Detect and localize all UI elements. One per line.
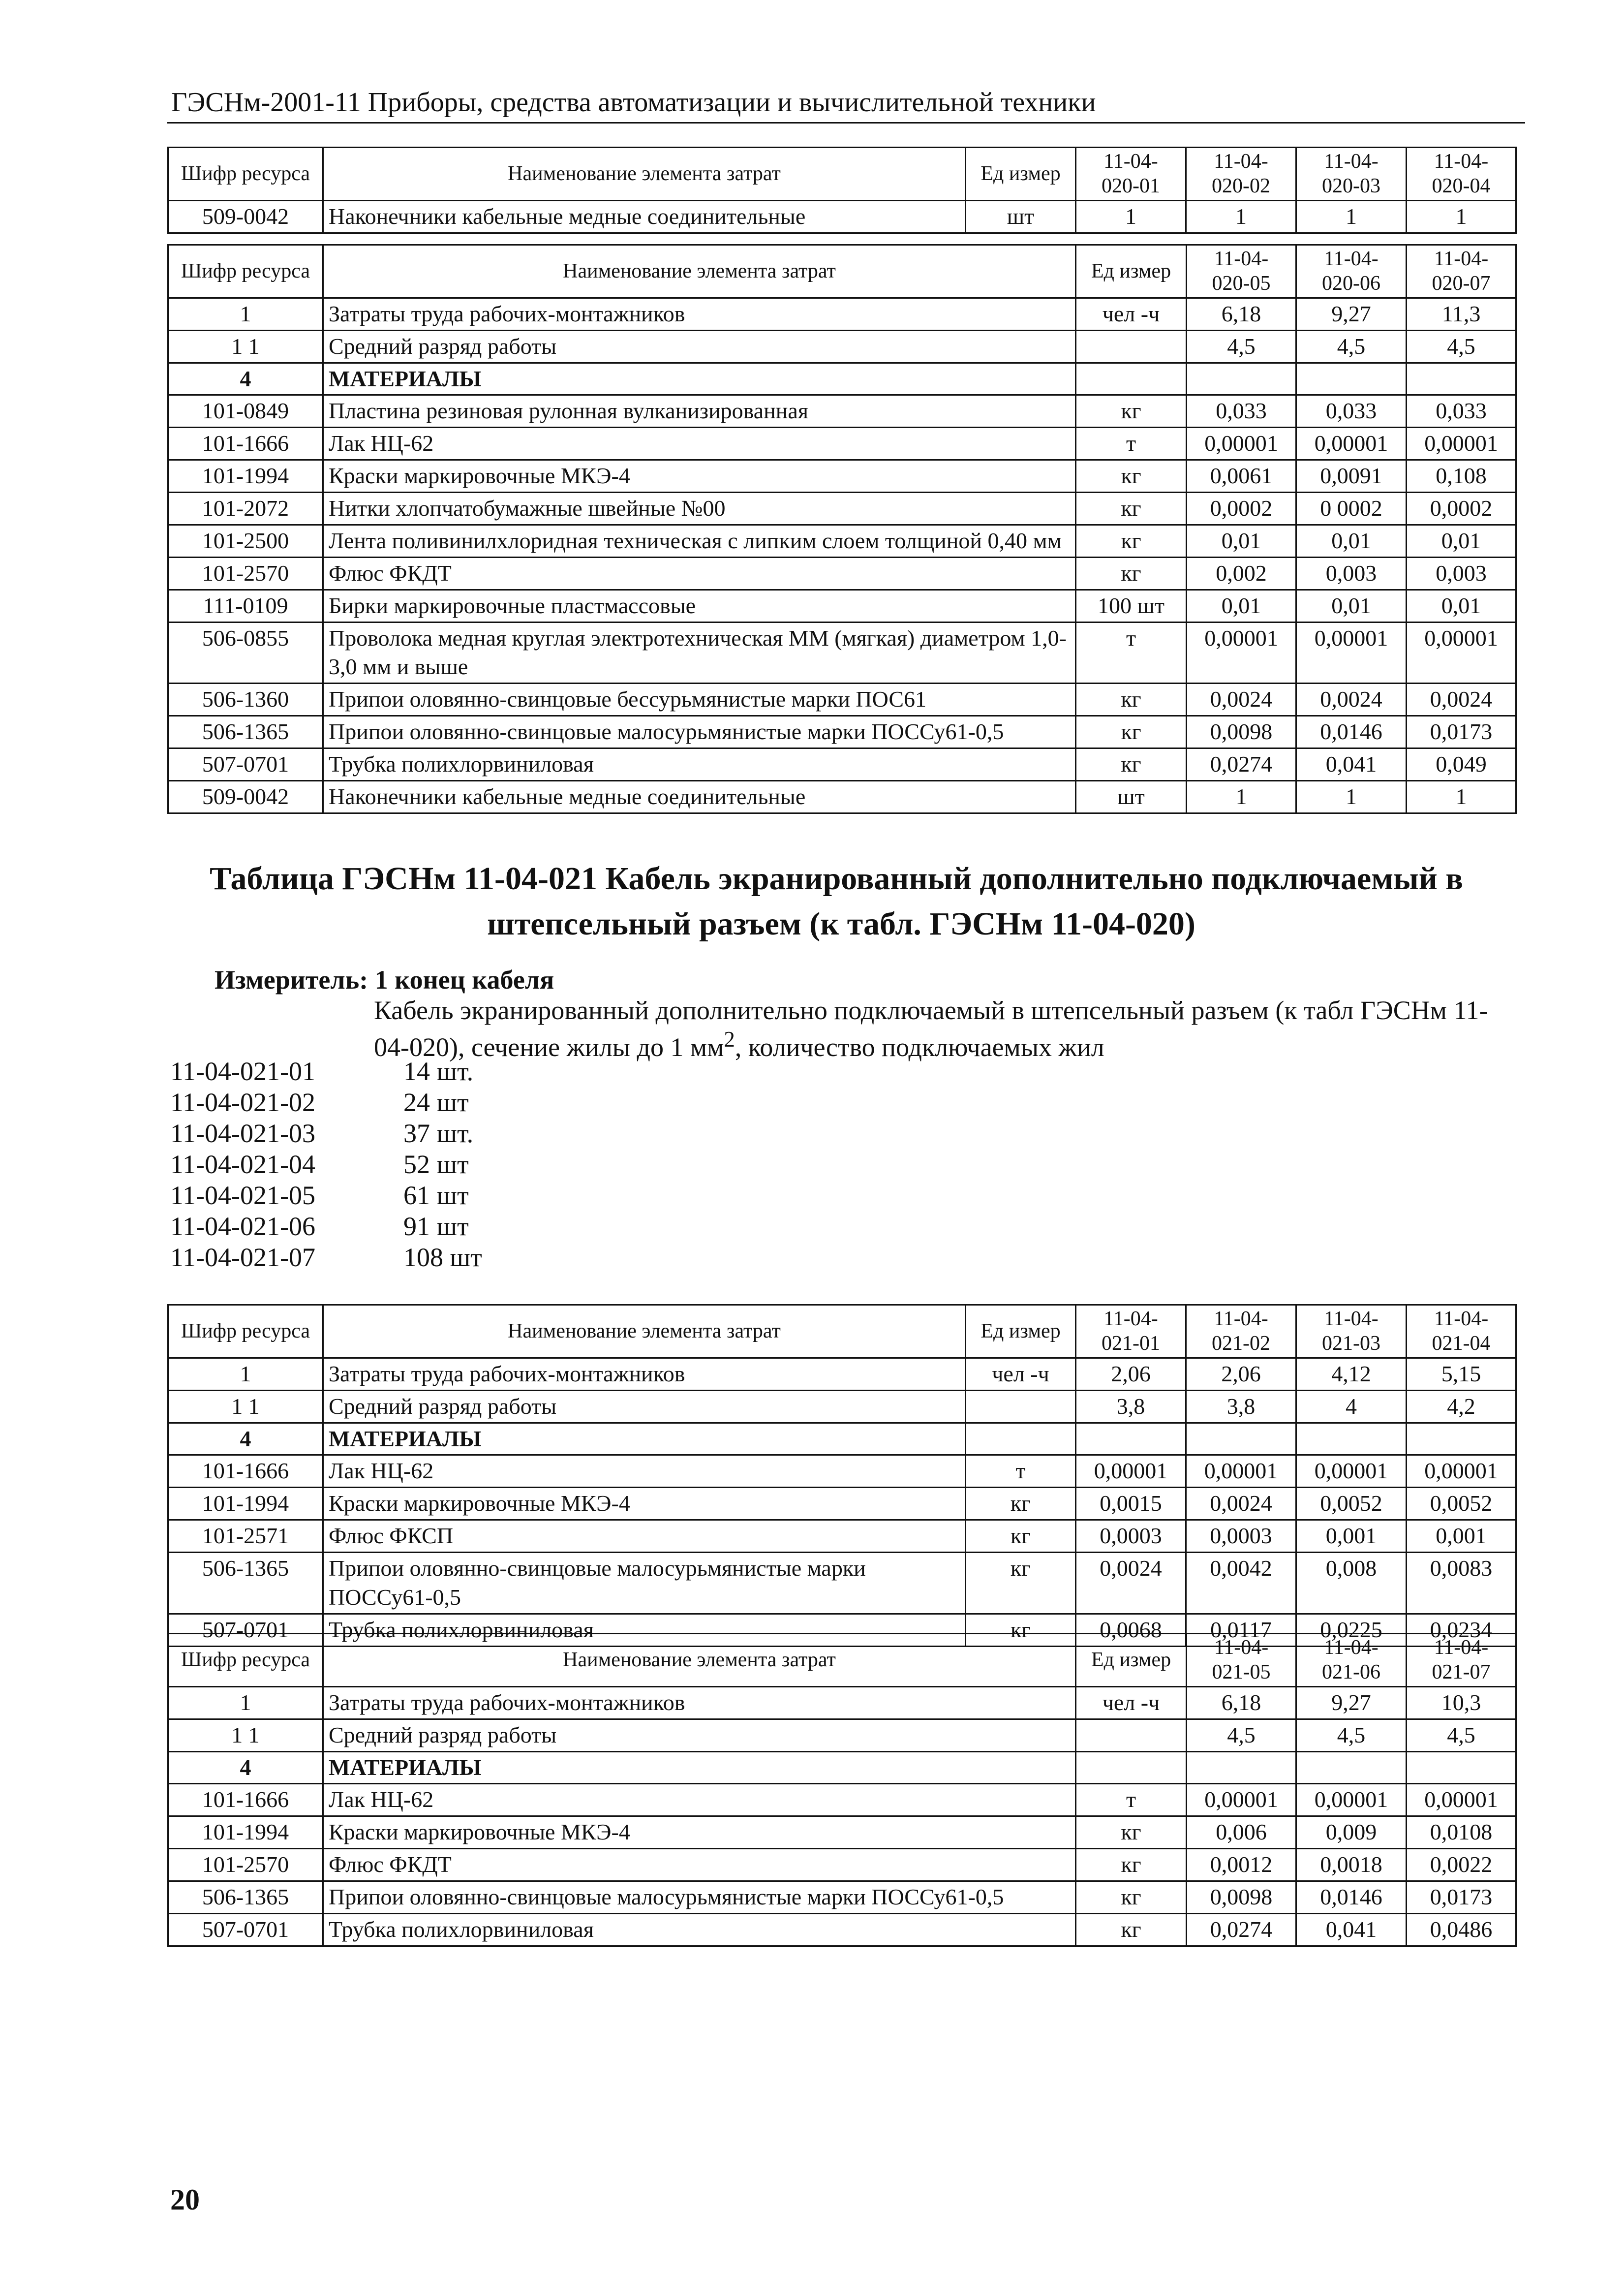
resource-name-cell: Нитки хлопчатобумажные швейные №00 bbox=[323, 493, 1076, 525]
value-cell bbox=[1407, 363, 1516, 395]
column-header-norm-code: 11-04- 020-06 bbox=[1296, 245, 1407, 298]
value-cell: 1 bbox=[1407, 200, 1516, 233]
table-row bbox=[168, 748, 1516, 781]
column-header-norm-code: 11-04- 020-05 bbox=[1187, 245, 1296, 298]
unit-cell: кг bbox=[1076, 716, 1187, 748]
value-cell: 3,8 bbox=[1186, 1390, 1296, 1423]
value-cell: 0,0083 bbox=[1407, 1553, 1516, 1614]
value-cell: 1 bbox=[1186, 200, 1296, 233]
value-cell: 0,0117 bbox=[1186, 1614, 1296, 1646]
value-cell: 4,5 bbox=[1407, 1719, 1516, 1751]
resource-name-cell: Припои оловянно-свинцовые малосурьмянистые марки ПОССу61-0,5 bbox=[323, 716, 1076, 748]
table-row bbox=[168, 460, 1516, 493]
value-cell: 0,0022 bbox=[1407, 1849, 1516, 1881]
value-cell: 4,12 bbox=[1296, 1358, 1407, 1390]
value-cell: 0 0002 bbox=[1296, 493, 1407, 525]
resource-code-cell: 1 1 bbox=[168, 1390, 323, 1423]
resource-code-cell: 101-1994 bbox=[168, 460, 323, 493]
value-cell: 9,27 bbox=[1296, 1686, 1407, 1719]
code-list-item bbox=[170, 1211, 482, 1242]
measure-description bbox=[374, 995, 1520, 1063]
table-row bbox=[168, 395, 1516, 428]
unit-cell: т bbox=[966, 1455, 1076, 1488]
unit-cell: т bbox=[1076, 428, 1187, 460]
value-cell: 0,0091 bbox=[1296, 460, 1407, 493]
table-row bbox=[168, 1784, 1516, 1816]
table-header-row bbox=[168, 1305, 1516, 1358]
value-cell: 0,0234 bbox=[1407, 1614, 1516, 1646]
value-cell: 0,0015 bbox=[1076, 1488, 1186, 1520]
value-cell: 0,003 bbox=[1407, 557, 1516, 590]
column-header-code: Шифр ресурса bbox=[168, 148, 323, 201]
value-cell: 1 bbox=[1296, 200, 1407, 233]
unit-cell: т bbox=[1076, 622, 1187, 684]
value-cell: 5,15 bbox=[1407, 1358, 1516, 1390]
unit-cell: чел -ч bbox=[1076, 1686, 1187, 1719]
column-header-norm-code: 11-04- 020-04 bbox=[1407, 148, 1516, 201]
value-cell: 0,0146 bbox=[1296, 1881, 1407, 1914]
table-row bbox=[168, 1881, 1516, 1914]
column-header-name: Наименование элемента затрат bbox=[323, 1634, 1076, 1687]
value-cell: 0,01 bbox=[1187, 590, 1296, 622]
resource-code-cell: 507-0701 bbox=[168, 1913, 323, 1946]
resource-name-cell: Краски маркировочные МКЭ-4 bbox=[323, 1488, 966, 1520]
section-title-line1: Таблица ГЭСНм 11-04-021 Кабель экранированный дополнительно подключаемый в bbox=[210, 861, 1463, 897]
resource-code-cell: 101-2570 bbox=[168, 557, 323, 590]
value-cell: 2,06 bbox=[1186, 1358, 1296, 1390]
table-row bbox=[168, 1913, 1516, 1946]
resource-name-cell: Затраты труда рабочих-монтажников bbox=[323, 1358, 966, 1390]
page-header-title: ГЭСНм-2001-11 Приборы, средства автоматизации и вычислительной техники bbox=[171, 87, 1096, 118]
value-cell: 0,01 bbox=[1407, 590, 1516, 622]
table-row bbox=[168, 330, 1516, 363]
resource-name-cell: Краски маркировочные МКЭ-4 bbox=[323, 1816, 1076, 1849]
code-list-item bbox=[170, 1118, 482, 1149]
section-title bbox=[167, 856, 1515, 947]
resource-name-cell: Наконечники кабельные медные соединительные bbox=[323, 780, 1076, 813]
value-cell: 0,108 bbox=[1407, 460, 1516, 493]
value-cell: 3,8 bbox=[1076, 1390, 1186, 1423]
value-cell: 0,041 bbox=[1296, 1913, 1407, 1946]
unit-cell: чел -ч bbox=[1076, 298, 1187, 330]
value-cell: 0,006 bbox=[1187, 1816, 1296, 1849]
table-row bbox=[168, 1488, 1516, 1520]
resource-table-020-05-07 bbox=[167, 244, 1517, 814]
value-cell bbox=[1296, 363, 1407, 395]
cable-core-count: 24 шт bbox=[403, 1088, 469, 1117]
value-cell: 0,0108 bbox=[1407, 1816, 1516, 1849]
column-header-unit: Ед измер bbox=[1076, 245, 1187, 298]
cable-core-count: 91 шт bbox=[403, 1212, 469, 1241]
resource-code-cell: 101-1666 bbox=[168, 1455, 323, 1488]
value-cell: 0,033 bbox=[1187, 395, 1296, 428]
resource-code-cell: 101-1666 bbox=[168, 1784, 323, 1816]
table-row bbox=[168, 1520, 1516, 1553]
value-cell: 4,2 bbox=[1407, 1390, 1516, 1423]
value-cell: 0,00001 bbox=[1296, 1455, 1407, 1488]
resource-name-cell: Средний разряд работы bbox=[323, 1390, 966, 1423]
resource-code-cell: 101-2500 bbox=[168, 525, 323, 557]
unit-cell: кг bbox=[1076, 748, 1187, 781]
value-cell: 0,00001 bbox=[1076, 1455, 1186, 1488]
resource-name-cell: Краски маркировочные МКЭ-4 bbox=[323, 460, 1076, 493]
resource-code-cell: 101-0849 bbox=[168, 395, 323, 428]
resource-code-cell: 111-0109 bbox=[168, 590, 323, 622]
resource-name-cell: МАТЕРИАЛЫ bbox=[323, 1751, 1076, 1784]
column-header-code: Шифр ресурса bbox=[168, 245, 323, 298]
resource-code-cell: 1 bbox=[168, 298, 323, 330]
value-cell: 4,5 bbox=[1296, 1719, 1407, 1751]
value-cell: 0,0052 bbox=[1407, 1488, 1516, 1520]
resource-name-cell: Проволока медная круглая электротехническая ММ (мягкая) диаметром 1,0-3,0 мм и выше bbox=[323, 622, 1076, 684]
resource-name-cell: МАТЕРИАЛЫ bbox=[323, 363, 1076, 395]
value-cell: 0,003 bbox=[1296, 557, 1407, 590]
table-row bbox=[168, 716, 1516, 748]
resource-code-cell: 509-0042 bbox=[168, 780, 323, 813]
value-cell: 0,0061 bbox=[1187, 460, 1296, 493]
value-cell: 1 bbox=[1076, 200, 1186, 233]
unit-cell: шт bbox=[966, 200, 1076, 233]
resource-name-cell: Лак НЦ-62 bbox=[323, 428, 1076, 460]
table-row bbox=[168, 428, 1516, 460]
cable-core-count: 108 шт bbox=[403, 1243, 482, 1272]
column-header-name: Наименование элемента затрат bbox=[323, 148, 966, 201]
column-header-norm-code: 11-04- 021-05 bbox=[1187, 1634, 1296, 1687]
resource-name-cell: Средний разряд работы bbox=[323, 330, 1076, 363]
value-cell: 1 bbox=[1187, 780, 1296, 813]
unit-cell bbox=[1076, 363, 1187, 395]
value-cell: 0,00001 bbox=[1407, 622, 1516, 684]
norm-code: 11-04-021-02 bbox=[170, 1088, 315, 1117]
section-title-line2: штепсельный разъем (к табл. ГЭСНм 11-04-020) bbox=[487, 906, 1195, 942]
value-cell: 10,3 bbox=[1407, 1686, 1516, 1719]
unit-cell: кг bbox=[1076, 557, 1187, 590]
value-cell: 4,5 bbox=[1187, 330, 1296, 363]
resource-name-cell: Припои оловянно-свинцовые малосурьмянистые марки ПОССу61-0,5 bbox=[323, 1553, 966, 1614]
cable-core-count: 14 шт. bbox=[403, 1057, 474, 1086]
table-row bbox=[168, 1423, 1516, 1455]
resource-name-cell: Лента поливинилхлоридная техническая с липким слоем толщиной 0,40 мм bbox=[323, 525, 1076, 557]
value-cell: 0,0024 bbox=[1186, 1488, 1296, 1520]
table-row bbox=[168, 590, 1516, 622]
unit-cell: 100 шт bbox=[1076, 590, 1187, 622]
value-cell: 0,01 bbox=[1296, 590, 1407, 622]
value-cell: 4 bbox=[1296, 1390, 1407, 1423]
resource-code-cell: 4 bbox=[168, 1423, 323, 1455]
resource-code-cell: 101-1994 bbox=[168, 1488, 323, 1520]
resource-table-020-01-04 bbox=[167, 147, 1517, 234]
unit-cell bbox=[966, 1423, 1076, 1455]
resource-code-cell: 1 1 bbox=[168, 330, 323, 363]
resource-table-021-01-04 bbox=[167, 1304, 1517, 1647]
value-cell: 0,001 bbox=[1296, 1520, 1407, 1553]
unit-cell bbox=[1076, 330, 1187, 363]
unit-cell: шт bbox=[1076, 780, 1187, 813]
resource-name-cell: Пластина резиновая рулонная вулканизированная bbox=[323, 395, 1076, 428]
resource-name-cell: Затраты труда рабочих-монтажников bbox=[323, 1686, 1076, 1719]
value-cell: 0,0486 bbox=[1407, 1913, 1516, 1946]
unit-cell: кг bbox=[1076, 395, 1187, 428]
resource-name-cell: Лак НЦ-62 bbox=[323, 1784, 1076, 1816]
value-cell: 0,0225 bbox=[1296, 1614, 1407, 1646]
resource-code-cell: 509-0042 bbox=[168, 200, 323, 233]
unit-cell bbox=[966, 1390, 1076, 1423]
resource-name-cell: Затраты труда рабочих-монтажников bbox=[323, 298, 1076, 330]
code-list-item bbox=[170, 1056, 482, 1087]
norm-code: 11-04-021-01 bbox=[170, 1057, 315, 1086]
table-row bbox=[168, 1358, 1516, 1390]
column-header-name: Наименование элемента затрат bbox=[323, 245, 1076, 298]
resource-table-021-05-07 bbox=[167, 1633, 1517, 1947]
table-row bbox=[168, 525, 1516, 557]
norm-code: 11-04-021-04 bbox=[170, 1150, 315, 1179]
value-cell: 0,001 bbox=[1407, 1520, 1516, 1553]
value-cell: 0,041 bbox=[1296, 748, 1407, 781]
cable-core-count: 52 шт bbox=[403, 1150, 469, 1179]
measure-desc-superscript: 2 bbox=[724, 1027, 735, 1052]
table-row bbox=[168, 1553, 1516, 1614]
value-cell: 1 bbox=[1296, 780, 1407, 813]
unit-cell bbox=[1076, 1751, 1187, 1784]
code-list-item bbox=[170, 1149, 482, 1180]
value-cell bbox=[1407, 1423, 1516, 1455]
resource-name-cell: МАТЕРИАЛЫ bbox=[323, 1423, 966, 1455]
table-row bbox=[168, 1751, 1516, 1784]
resource-name-cell: Флюс ФКДТ bbox=[323, 557, 1076, 590]
resource-name-cell: Наконечники кабельные медные соединительные bbox=[323, 200, 966, 233]
resource-code-cell: 506-1365 bbox=[168, 716, 323, 748]
value-cell: 0,01 bbox=[1407, 525, 1516, 557]
resource-code-cell: 101-2072 bbox=[168, 493, 323, 525]
resource-name-cell: Бирки маркировочные пластмассовые bbox=[323, 590, 1076, 622]
resource-code-cell: 507-0701 bbox=[168, 1614, 323, 1646]
unit-cell: кг bbox=[1076, 525, 1187, 557]
column-header-unit: Ед измер bbox=[966, 1305, 1076, 1358]
resource-code-cell: 506-0855 bbox=[168, 622, 323, 684]
table-row bbox=[168, 622, 1516, 684]
value-cell bbox=[1296, 1751, 1407, 1784]
column-header-norm-code: 11-04- 021-07 bbox=[1407, 1634, 1516, 1687]
norm-code: 11-04-021-06 bbox=[170, 1212, 315, 1241]
resource-name-cell: Флюс ФКДТ bbox=[323, 1849, 1076, 1881]
table-row bbox=[168, 1816, 1516, 1849]
table-row bbox=[168, 557, 1516, 590]
value-cell: 0,033 bbox=[1407, 395, 1516, 428]
value-cell: 0,00001 bbox=[1187, 622, 1296, 684]
column-header-norm-code: 11-04- 021-04 bbox=[1407, 1305, 1516, 1358]
unit-cell: кг bbox=[1076, 1881, 1187, 1914]
resource-code-cell: 101-1994 bbox=[168, 1816, 323, 1849]
value-cell: 0,0002 bbox=[1407, 493, 1516, 525]
unit-cell: кг bbox=[1076, 1849, 1187, 1881]
value-cell: 0,00001 bbox=[1296, 428, 1407, 460]
table-row bbox=[168, 1390, 1516, 1423]
resource-name-cell: Флюс ФКСП bbox=[323, 1520, 966, 1553]
value-cell: 0,0098 bbox=[1187, 716, 1296, 748]
unit-cell: кг bbox=[1076, 684, 1187, 716]
value-cell: 0,002 bbox=[1187, 557, 1296, 590]
unit-cell: кг bbox=[1076, 1816, 1187, 1849]
value-cell: 0,00001 bbox=[1187, 428, 1296, 460]
column-header-norm-code: 11-04- 021-06 bbox=[1296, 1634, 1407, 1687]
value-cell: 0,033 bbox=[1296, 395, 1407, 428]
code-list-item bbox=[170, 1180, 482, 1211]
table-row bbox=[168, 780, 1516, 813]
measure-label: Измеритель: 1 конец кабеля bbox=[214, 965, 554, 995]
unit-cell: чел -ч bbox=[966, 1358, 1076, 1390]
norm-code: 11-04-021-07 bbox=[170, 1243, 315, 1272]
value-cell bbox=[1186, 1423, 1296, 1455]
column-header-norm-code: 11-04- 021-02 bbox=[1186, 1305, 1296, 1358]
value-cell bbox=[1296, 1423, 1407, 1455]
table-header-row bbox=[168, 148, 1516, 201]
value-cell: 0,009 bbox=[1296, 1816, 1407, 1849]
unit-cell: кг bbox=[966, 1614, 1076, 1646]
column-header-code: Шифр ресурса bbox=[168, 1305, 323, 1358]
value-cell: 4,5 bbox=[1407, 330, 1516, 363]
resource-code-cell: 506-1360 bbox=[168, 684, 323, 716]
resource-code-cell: 4 bbox=[168, 1751, 323, 1784]
resource-name-cell: Припои оловянно-свинцовые бессурьмянистые марки ПОС61 bbox=[323, 684, 1076, 716]
value-cell: 0,0012 bbox=[1187, 1849, 1296, 1881]
value-cell: 0,0002 bbox=[1187, 493, 1296, 525]
value-cell: 0,01 bbox=[1187, 525, 1296, 557]
value-cell: 0,0018 bbox=[1296, 1849, 1407, 1881]
value-cell: 0,0003 bbox=[1076, 1520, 1186, 1553]
table-row bbox=[168, 684, 1516, 716]
unit-cell: кг bbox=[1076, 460, 1187, 493]
resource-code-cell: 507-0701 bbox=[168, 748, 323, 781]
value-cell: 0,0052 bbox=[1296, 1488, 1407, 1520]
norm-code-list bbox=[170, 1056, 482, 1273]
value-cell: 6,18 bbox=[1187, 298, 1296, 330]
value-cell: 0,0274 bbox=[1187, 1913, 1296, 1946]
value-cell bbox=[1187, 1751, 1296, 1784]
value-cell: 0,00001 bbox=[1187, 1784, 1296, 1816]
column-header-name: Наименование элемента затрат bbox=[323, 1305, 966, 1358]
value-cell: 0,00001 bbox=[1407, 1784, 1516, 1816]
norm-code: 11-04-021-03 bbox=[170, 1119, 315, 1148]
value-cell: 0,0068 bbox=[1076, 1614, 1186, 1646]
table-row bbox=[168, 1719, 1516, 1751]
value-cell: 0,00001 bbox=[1407, 1455, 1516, 1488]
value-cell: 0,01 bbox=[1296, 525, 1407, 557]
column-header-norm-code: 11-04- 020-02 bbox=[1186, 148, 1296, 201]
unit-cell: кг bbox=[966, 1520, 1076, 1553]
resource-name-cell: Трубка полихлорвиниловая bbox=[323, 1913, 1076, 1946]
value-cell: 0,0024 bbox=[1076, 1553, 1186, 1614]
value-cell: 6,18 bbox=[1187, 1686, 1296, 1719]
table-header-row bbox=[168, 245, 1516, 298]
column-header-code: Шифр ресурса bbox=[168, 1634, 323, 1687]
value-cell: 0,0042 bbox=[1186, 1553, 1296, 1614]
value-cell: 0,0274 bbox=[1187, 748, 1296, 781]
column-header-unit: Ед измер bbox=[966, 148, 1076, 201]
resource-name-cell: Средний разряд работы bbox=[323, 1719, 1076, 1751]
unit-cell: кг bbox=[966, 1488, 1076, 1520]
cable-core-count: 61 шт bbox=[403, 1181, 469, 1210]
column-header-norm-code: 11-04- 020-07 bbox=[1407, 245, 1516, 298]
table-row bbox=[168, 298, 1516, 330]
code-list-item bbox=[170, 1242, 482, 1273]
value-cell bbox=[1187, 363, 1296, 395]
value-cell: 0,0024 bbox=[1407, 684, 1516, 716]
unit-cell: кг bbox=[1076, 493, 1187, 525]
unit-cell: т bbox=[1076, 1784, 1187, 1816]
value-cell: 0,0173 bbox=[1407, 716, 1516, 748]
table-row bbox=[168, 1455, 1516, 1488]
table-row bbox=[168, 200, 1516, 233]
value-cell: 2,06 bbox=[1076, 1358, 1186, 1390]
cable-core-count: 37 шт. bbox=[403, 1119, 474, 1148]
value-cell: 0,00001 bbox=[1296, 1784, 1407, 1816]
column-header-norm-code: 11-04- 020-01 bbox=[1076, 148, 1186, 201]
value-cell: 0,049 bbox=[1407, 748, 1516, 781]
resource-name-cell: Трубка полихлорвиниловая bbox=[323, 1614, 966, 1646]
unit-cell: кг bbox=[966, 1553, 1076, 1614]
value-cell: 1 bbox=[1407, 780, 1516, 813]
table-row bbox=[168, 493, 1516, 525]
value-cell: 0,0024 bbox=[1296, 684, 1407, 716]
column-header-unit: Ед измер bbox=[1076, 1634, 1187, 1687]
norm-code: 11-04-021-05 bbox=[170, 1181, 315, 1210]
measure-desc-text: Кабель экранированный дополнительно подключаемый в штепсельный разъем (к табл ГЭСНм 11-04-020), сечение жилы до 1 мм bbox=[374, 996, 1488, 1062]
value-cell: 0,008 bbox=[1296, 1553, 1407, 1614]
table-row bbox=[168, 1686, 1516, 1719]
value-cell: 9,27 bbox=[1296, 298, 1407, 330]
value-cell: 0,00001 bbox=[1296, 622, 1407, 684]
resource-code-cell: 4 bbox=[168, 363, 323, 395]
resource-code-cell: 101-2571 bbox=[168, 1520, 323, 1553]
table-row bbox=[168, 1849, 1516, 1881]
unit-cell: кг bbox=[1076, 1913, 1187, 1946]
resource-code-cell: 1 bbox=[168, 1686, 323, 1719]
value-cell: 0,00001 bbox=[1407, 428, 1516, 460]
resource-code-cell: 101-1666 bbox=[168, 428, 323, 460]
resource-name-cell: Трубка полихлорвиниловая bbox=[323, 748, 1076, 781]
value-cell bbox=[1076, 1423, 1186, 1455]
measure-desc-text-end: , количество подключаемых жил bbox=[735, 1032, 1104, 1062]
table-row bbox=[168, 363, 1516, 395]
value-cell: 0,0173 bbox=[1407, 1881, 1516, 1914]
header-rule bbox=[167, 122, 1525, 124]
value-cell bbox=[1407, 1751, 1516, 1784]
resource-code-cell: 506-1365 bbox=[168, 1553, 323, 1614]
column-header-norm-code: 11-04- 021-01 bbox=[1076, 1305, 1186, 1358]
resource-name-cell: Лак НЦ-62 bbox=[323, 1455, 966, 1488]
value-cell: 0,00001 bbox=[1186, 1455, 1296, 1488]
value-cell: 11,3 bbox=[1407, 298, 1516, 330]
resource-code-cell: 506-1365 bbox=[168, 1881, 323, 1914]
resource-code-cell: 1 bbox=[168, 1358, 323, 1390]
resource-name-cell: Припои оловянно-свинцовые малосурьмянистые марки ПОССу61-0,5 bbox=[323, 1881, 1076, 1914]
value-cell: 4,5 bbox=[1296, 330, 1407, 363]
resource-code-cell: 1 1 bbox=[168, 1719, 323, 1751]
value-cell: 0,0024 bbox=[1187, 684, 1296, 716]
table-header-row bbox=[168, 1634, 1516, 1687]
value-cell: 0,0003 bbox=[1186, 1520, 1296, 1553]
value-cell: 0,0146 bbox=[1296, 716, 1407, 748]
column-header-norm-code: 11-04- 020-03 bbox=[1296, 148, 1407, 201]
unit-cell bbox=[1076, 1719, 1187, 1751]
value-cell: 4,5 bbox=[1187, 1719, 1296, 1751]
column-header-norm-code: 11-04- 021-03 bbox=[1296, 1305, 1407, 1358]
value-cell: 0,0098 bbox=[1187, 1881, 1296, 1914]
resource-code-cell: 101-2570 bbox=[168, 1849, 323, 1881]
page-number: 20 bbox=[170, 2183, 200, 2216]
code-list-item bbox=[170, 1087, 482, 1118]
